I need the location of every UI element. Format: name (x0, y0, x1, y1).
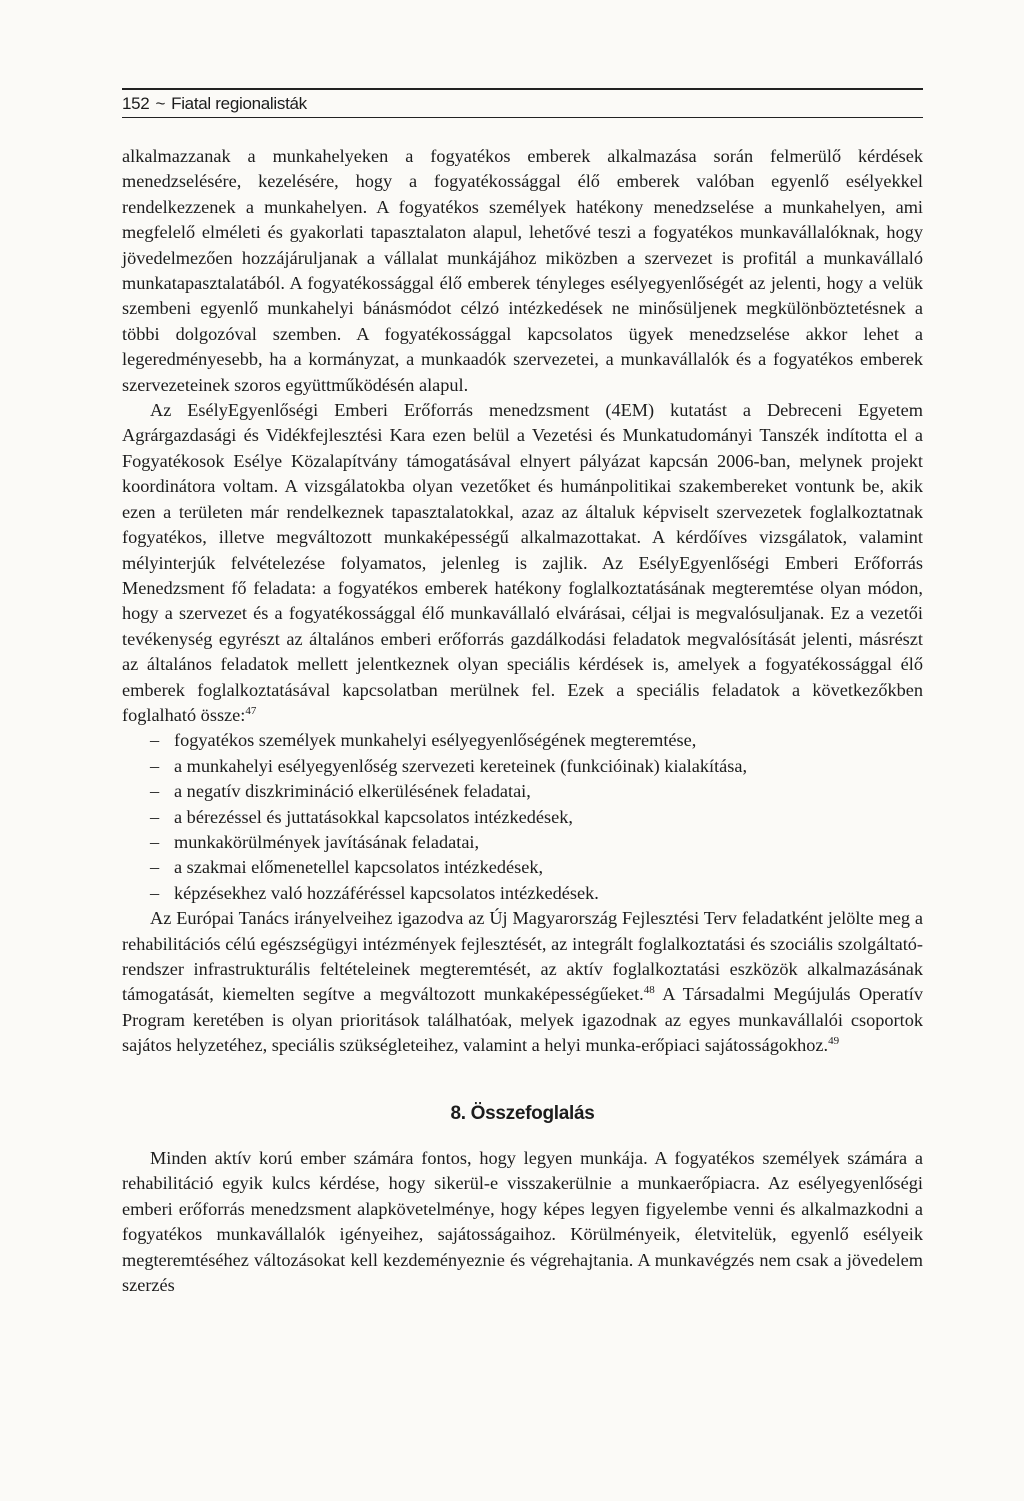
dash-bullet: – (150, 857, 160, 878)
dash-bullet: – (150, 806, 160, 827)
footnote-ref-47: 47 (245, 704, 257, 717)
body-text (122, 144, 923, 1298)
list-item-text: a munkahelyi esélyegyenlőség szervezeti kereteinek (funkcióinak) kialakítása, (174, 755, 748, 776)
paragraph-summary: Minden aktív korú ember számára fontos, hogy legyen munkája. A fogyatékos személyek számára a rehabilitáció egyik kulcs kérdése, hogy sikerül-e visszakerülnie a munkaerőpiacra. Az esélyegyenlőségi emberi erőforrás menedzsment alapkövetelménye, hogy képes legyen figyelembe venni és alkalmazkodni a fogyatékos munkavállalók igényeihez, sajátosságaihoz. Körülményeik, életvitelük, egyenlő esélyeik megteremtéséhez változásokat kell kezdeményeznie és végrehajtania. A munkavégzés nem csak a jövedelem szerzés (122, 1148, 923, 1296)
list-item-text: a negatív diszkrimináció elkerülésének feladatai, (174, 781, 531, 802)
list-item-text: képzésekhez való hozzáféréssel kapcsolatos intézkedések. (174, 882, 599, 903)
header-separator: ~ (155, 94, 166, 113)
paragraph-policy (122, 906, 923, 1058)
list-item-text: a bérezéssel és juttatásokkal kapcsolatos intézkedések, (174, 806, 573, 827)
section-heading: 8. Összefoglalás (450, 1102, 595, 1124)
paragraph-research (122, 398, 923, 728)
task-list (122, 728, 923, 906)
list-item (122, 728, 923, 753)
paragraph-policy-text-2: A Társadalmi Megújulás Operatív Program keretében is olyan prioritások találhatóak, melyek igazodnak az egyes munkavállalói csoportok sajátos helyzetéhez, speciális szükségleteihez, valamint a helyi munka-erőpiaci sajátosságokhoz. (122, 984, 923, 1056)
footnote-ref-49: 49 (828, 1035, 840, 1048)
book-page (122, 88, 923, 1298)
list-item-text: a szakmai előmenetellel kapcsolatos intézkedések, (174, 857, 544, 878)
list-item (122, 779, 923, 804)
running-header (122, 88, 923, 118)
dash-bullet: – (150, 781, 160, 802)
list-item (122, 805, 923, 830)
dash-bullet: – (150, 882, 160, 903)
page-number: 152 (122, 94, 150, 113)
paragraph-continuation: alkalmazzanak a munkahelyeken a fogyatékos emberek alkalmazása során felmerülő kérdések menedzselésére, kezelésére, hogy a fogyatékossággal élő emberek valóban egyenlő esélyekkel rendelkezzenek a munkahelyen. A fogyatékos személyek hatékony menedzselése a munkahelyen, ami megfelelő elméleti és gyakorlati tapasztalaton alapul, lehetővé teszi a fogyatékos munkavállalóknak, hogy jövedelmezően hozzájáruljanak a vállalat munkájához miközben a szervezet is profitál a munkavállaló munkatapasztalatából. A fogyatékossággal élő emberek tényleges esélyegyenlőségét az jelenti, hogy a velük szembeni egyenlő munkahelyi bánásmódot célzó intézkedések ne minősüljenek megkülönböztetésnek a többi dolgozóval szemben. A fogyatékossággal kapcsolatos ügyek menedzselése akkor lehet a legeredményesebb, ha a kormányzat, a munkaadók szervezetei, a munkavállalók és a fogyatékos emberek szervezeteinek szoros együttműködésén alapul. (122, 146, 923, 395)
dash-bullet: – (150, 831, 160, 852)
list-item (122, 754, 923, 779)
list-item (122, 830, 923, 855)
list-item (122, 881, 923, 906)
footnote-ref-48: 48 (643, 984, 655, 997)
list-item-text: munkakörülmények javításának feladatai, (174, 831, 480, 852)
dash-bullet: – (150, 730, 160, 751)
running-title: Fiatal regionalisták (171, 94, 307, 113)
dash-bullet: – (150, 755, 160, 776)
paragraph-research-text: Az EsélyEgyenlőségi Emberi Erőforrás menedzsment (4EM) kutatást a Debreceni Egyetem Agrárgazdasági és Vidékfejlesztési Kara ezen belül a Vezetési és Munkatudományi Tanszék indította el a Fogyatékosok Esélye Közalapítvány támogatásával elnyert pályázat kapcsán 2006-ban, melynek projekt koordinátora voltam. A vizsgálatokba olyan vezetőket és humánpolitikai szakembereket vontunk be, akik ezen a területen már rendelkeznek tapasztalatokkal, azaz az általuk képviselt szervezetek foglalkoztatnak fogyatékos, illetve megváltozott munkaképességű alkalmazottakat. A kérdőíves vizsgálatok, valamint mélyinterjúk felvételezése folyamatos, jelenleg is zajlik. Az EsélyEgyenlőségi Emberi Erőforrás Menedzsment fő feladata: a fogyatékos emberek hatékony foglalkoztatásának megteremtése olyan módon, hogy a szervezet és a fogyatékossággal élő munkavállaló elvárásai, céljai is megvalósuljanak. Ez a vezetői tevékenység egyrészt az általános emberi erőforrás gazdálkodási feladatok megvalósítását jelenti, másrészt az általános feladatok mellett jelentkeznek olyan speciális kérdések is, amelyek a fogyatékossággal élő emberek foglalkoztatásával kapcsolatban merülnek fel. Ezek a speciális feladatok a következőkben foglalható össze: (122, 400, 923, 725)
list-item-text: fogyatékos személyek munkahelyi esélyegyenlőségének megteremtése, (174, 730, 697, 751)
list-item (122, 855, 923, 880)
paragraph-policy-text-1: Az Európai Tanács irányelveihez igazodva az Új Magyarország Fejlesztési Terv feladatként jelölte meg a rehabilitációs célú egészségügyi intézmények fejlesztését, az integrált foglalkoztatási és szociális szolgáltató-rendszer infrastrukturális feltételeinek megteremtését, az aktív foglalkoztatási eszközök alkalmazásának támogatását, kiemelten segítve a megváltozott munkaképességűeket. (122, 908, 923, 1005)
